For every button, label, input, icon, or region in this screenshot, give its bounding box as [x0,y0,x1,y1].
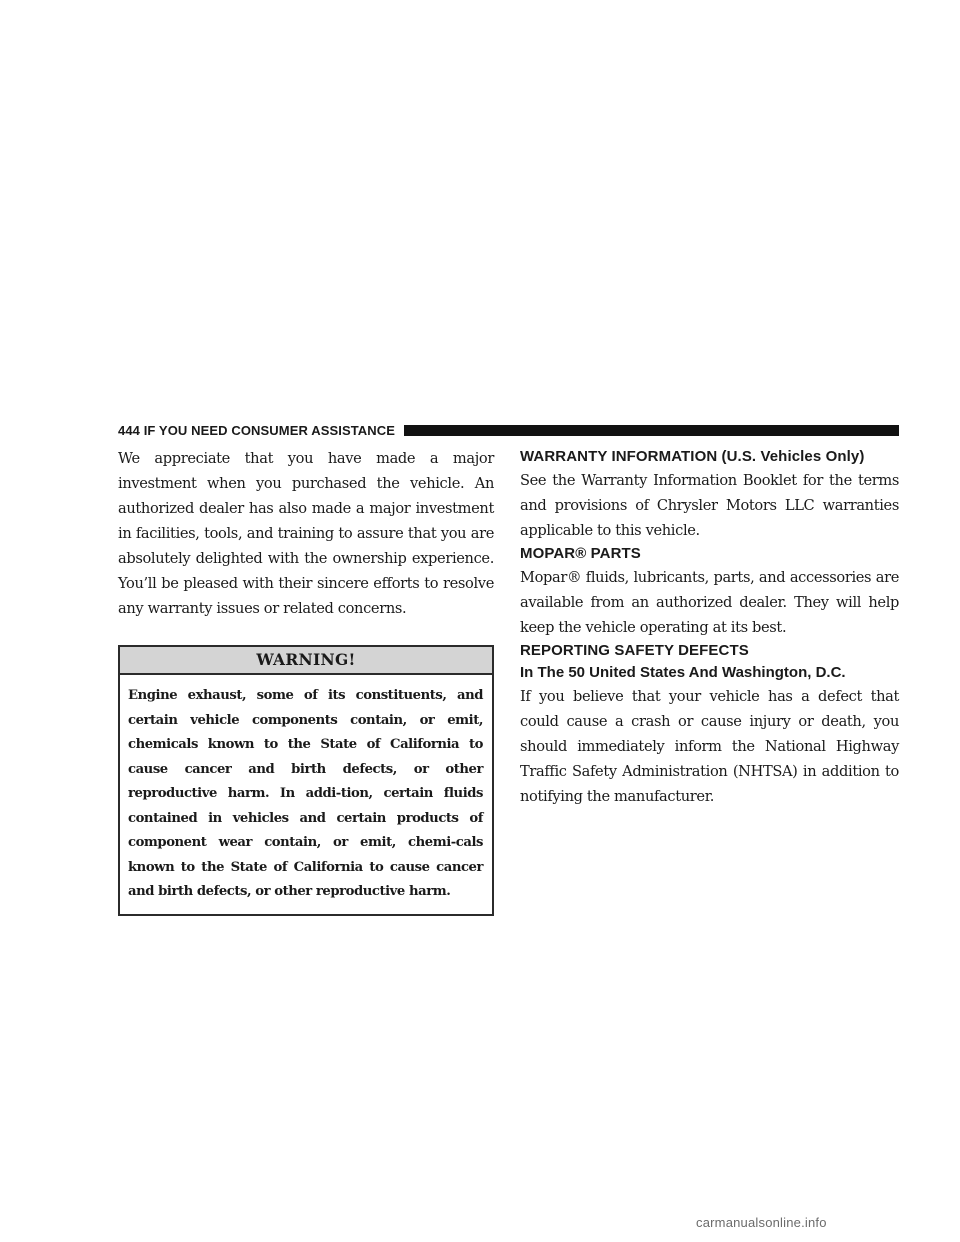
site-watermark: carmanualsonline.info [696,1215,827,1230]
page-header [118,421,899,439]
right-column [520,446,899,809]
warranty-paragraph: See the Warranty Information Booklet for the terms and provisions of Chrysler Motors LLC warranties applicable to this vehicle. [520,472,899,539]
page-number-and-title: 444 IF YOU NEED CONSUMER ASSISTANCE [118,422,396,438]
warning-body: Engine exhaust, some of its constituents, and certain vehicle components contain, or emit, chemicals known to the State of California to cause cancer and birth defects, or other reproductive harm. In addi-tion, certain fluids contained in vehicles and certain products of component wear contain, or emit, chemi-cals known to the State of California to cause cancer and birth defects, or other reproductive harm. [128,688,483,899]
left-column [118,446,494,916]
warranty-heading: WARRANTY INFORMATION (U.S. Vehicles Only) [520,448,865,465]
warning-box [118,645,494,916]
us-paragraph: If you believe that your vehicle has a defect that could cause a crash or cause injury or death, you should immediately inform the National Highway Traffic Safety Administration (NHTSA) in addition to notifying the manufacturer. [520,688,899,805]
mopar-paragraph: Mopar® fluids, lubricants, parts, and accessories are available from an authorized dealer. They will help keep the vehicle operating at its best. [520,569,899,636]
warning-title: WARNING! [120,647,492,675]
intro-paragraph: We appreciate that you have made a major investment when you purchased the vehicle. An authorized dealer has also made a major investment in facilities, tools, and training to assure that you are absolutely delighted with the ownership experience. You’ll be pleased with their sincere efforts to resolve any warranty issues or related concerns. [118,450,494,617]
mopar-heading: MOPAR® PARTS [520,545,641,562]
safety-defects-heading: REPORTING SAFETY DEFECTS [520,642,749,659]
us-subheading: In The 50 United States And Washington, D.C. [520,664,846,681]
header-rule [404,425,899,436]
